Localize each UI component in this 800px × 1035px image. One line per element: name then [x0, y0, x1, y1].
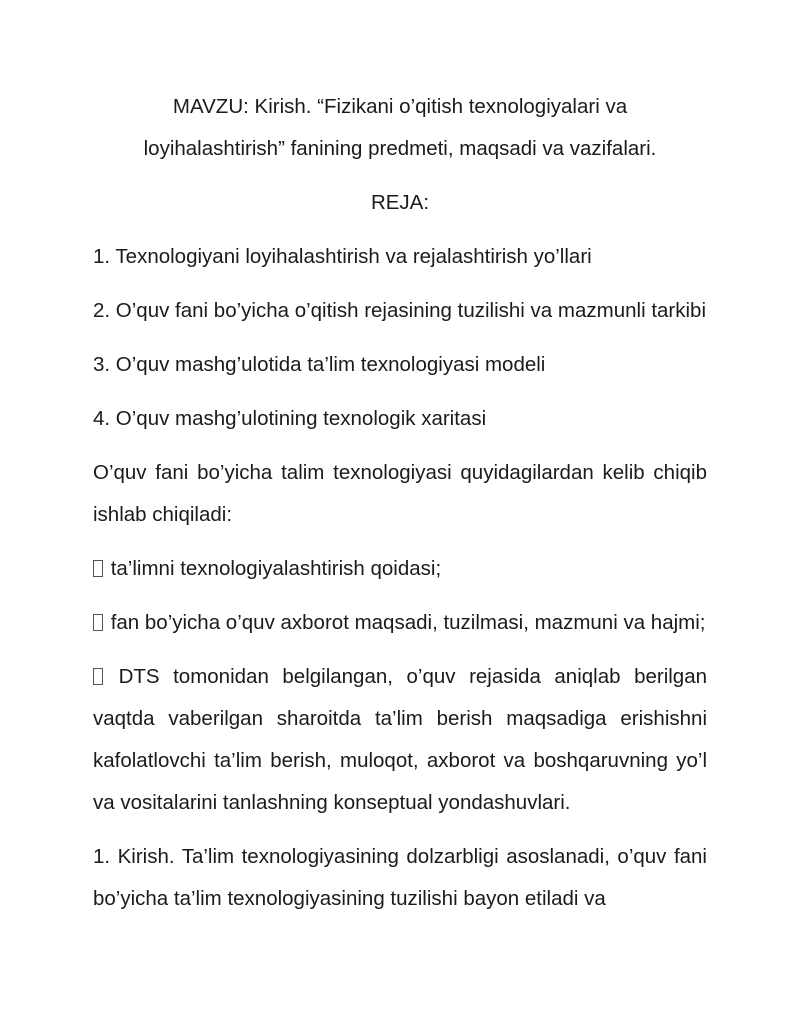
bullet-item-2 [93, 602, 707, 644]
document-page [93, 86, 707, 932]
plan-item-4: 4. O’quv mashg’ulotining texnologik xaritasi [93, 407, 487, 430]
document-title [93, 86, 707, 170]
section-1-paragraph: 1. Kirish. Ta’lim texnologiyasining dolzarbligi asoslanadi, o’quv fani bo’yicha ta’lim texnologiyasining tuzilishi bayon etiladi va [93, 845, 707, 910]
title-line-2: loyihalashtirish” fanining predmeti, maqsadi va vazifalari. [143, 137, 657, 160]
title-line-1: MAVZU: Kirish. “Fizikani o’qitish texnologiyalari va [172, 95, 628, 118]
bullet-item-3 [93, 656, 707, 824]
missing-glyph-icon [93, 668, 103, 685]
intro-paragraph: O’quv fani bo’yicha talim texnologiyasi quyidagilardan kelib chiqib ishlab chiqiladi: [93, 461, 707, 526]
plan-item-2: 2. O’quv fani bo’yicha o’qitish rejasining tuzilishi va mazmunli tarkibi [93, 299, 706, 322]
plan-item-1: 1. Texnologiyani loyihalashtirish va rejalashtirish yo’llari [93, 245, 592, 268]
plan-item-3: 3. O’quv mashg’ulotida ta’lim texnologiyasi modeli [93, 353, 546, 376]
bullet-text-2: fan bo’yicha o’quv axborot maqsadi, tuzilmasi, mazmuni va hajmi; [110, 611, 706, 634]
plan-heading: REJA: [370, 191, 430, 214]
bullet-text-1: ta’limni texnologiyalashtirish qoidasi; [110, 557, 442, 580]
bullet-text-3: DTS tomonidan belgilangan, o’quv rejasida aniqlab berilgan vaqtda vaberilgan sharoitda ta’lim berish maqsadiga erishishni kafolatlovchi ta’lim berish, muloqot, axborot va boshqaruvning yo’l va vositalarini tanlashning konseptual yondashuvlari. [93, 665, 708, 814]
missing-glyph-icon [93, 560, 103, 577]
bullet-item-1 [93, 548, 707, 590]
missing-glyph-icon [93, 614, 103, 631]
